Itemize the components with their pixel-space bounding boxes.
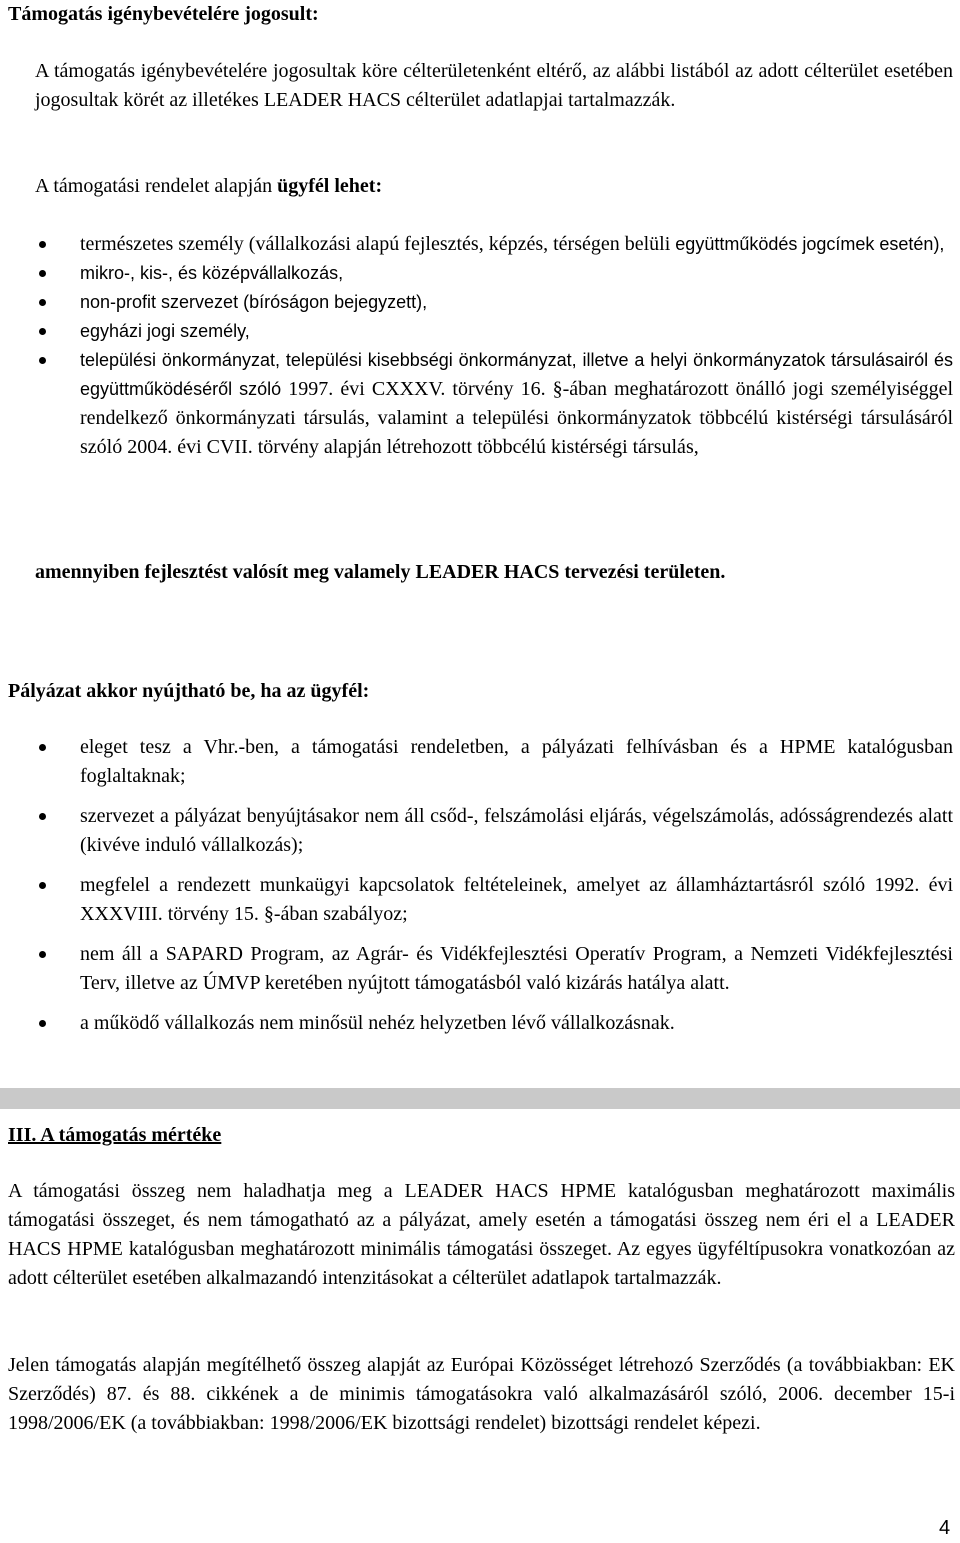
bullet-icon bbox=[39, 813, 46, 820]
list-item-text: települési önkormányzat, települési kisebbségi önkormányzat, illetve a helyi bbox=[80, 350, 694, 370]
list-item bbox=[35, 259, 953, 288]
bullet-icon bbox=[39, 357, 46, 364]
section-title: III. A támogatás mértéke bbox=[8, 1124, 222, 1146]
section-paragraph-2: Jelen támogatás alapján megítélhető összeg alapját az Európai Közösséget létrehozó Szerződés (a továbbiakban: EK Szerződés) 87. és 88. cikkének a de minimis támogatásokra való alkalmazásáról szóló, 2006. december 15-i 1998/2006/EK (a továbbiakban: 1998/2006/EK bizottsági rendelet) bizottsági rendelet képezi. bbox=[8, 1354, 955, 1434]
bullet-icon bbox=[39, 241, 46, 248]
bullet-icon bbox=[39, 299, 46, 306]
list-item-text: szervezet a pályázat benyújtásakor nem áll csőd-, felszámolási eljárás, végelszámolás, adósságrendezés alatt (kivéve induló vállalkozás); bbox=[80, 805, 953, 856]
bullet-icon bbox=[39, 882, 46, 889]
list-item-text: természetes személy (vállalkozási alapú fejlesztés, képzés, térségen belüli bbox=[80, 233, 676, 255]
section-separator-band bbox=[0, 1088, 960, 1109]
bullet-icon bbox=[39, 328, 46, 335]
requirements-list bbox=[35, 733, 953, 1049]
list-item-text: non-profit szervezet (bíróságon bejegyzett), bbox=[80, 292, 428, 312]
client-intro-text: A támogatási rendelet alapján bbox=[35, 175, 278, 197]
list-item bbox=[35, 1009, 953, 1038]
client-types-list bbox=[35, 230, 953, 462]
client-intro bbox=[35, 172, 953, 201]
client-intro-bold: ügyfél lehet: bbox=[277, 175, 383, 197]
condition-statement: amennyiben fejlesztést valósít meg valamely LEADER HACS tervezési területen. bbox=[35, 561, 726, 583]
list-item-text: nem áll a SAPARD Program, az Agrár- és Vidékfejlesztési Operatív Program, a Nemzeti Vidékfejlesztési Terv, illetve az ÚMVP keretében nyújtott támogatásból való kizárás hatálya alatt. bbox=[80, 943, 953, 994]
list-item-text-law: 1997. évi CXXXV. törvény 16. §-ában meghatározott önálló jogi személyiséggel rendelkező önkormányzati társulás, valamint a települési önkormányzatok többcélú kistérségi társulásáról szóló 2004. évi CVII. törvény alapján létrehozott többcélú kistérségi társulás, bbox=[80, 378, 954, 458]
list-item bbox=[35, 802, 953, 860]
list-item bbox=[35, 288, 953, 317]
list-item bbox=[35, 871, 953, 929]
bullet-icon bbox=[39, 744, 46, 751]
list-item-text: eleget tesz a Vhr.-ben, a támogatási rendeletben, a pályázati felhívásban és a HPME katalógusban foglaltaknak; bbox=[80, 736, 953, 787]
bullet-icon bbox=[39, 270, 46, 277]
list-item-text-cont: önkormányzatok társulásairól és együttműködéséről szóló bbox=[80, 350, 953, 399]
list-item bbox=[35, 346, 953, 462]
page-number: 4 bbox=[939, 1517, 951, 1539]
list-item-text: a működő vállalkozás nem minősül nehéz helyzetben lévő vállalkozásnak. bbox=[80, 1012, 675, 1034]
list-item-text: mikro-, kis-, és középvállalkozás, bbox=[80, 263, 344, 283]
list-item-text: egyházi jogi személy, bbox=[80, 321, 250, 341]
list-item bbox=[35, 940, 953, 998]
bullet-icon bbox=[39, 1020, 46, 1027]
bullet-icon bbox=[39, 951, 46, 958]
intro-paragraph: A támogatás igénybevételére jogosultak köre célterületenként eltérő, az alábbi listából az adott célterület esetében jogosultak körét az illetékes LEADER HACS célterület adatlapjai tartalmazzák. bbox=[35, 60, 953, 111]
list-item-text: megfelel a rendezett munkaügyi kapcsolatok feltételeinek, amelyet az államháztartásról szóló 1992. évi XXXVIII. törvény 15. §-ában szabályoz; bbox=[80, 874, 953, 925]
list-item bbox=[35, 733, 953, 791]
list-item-text-cont: együttműködés jogcímek esetén), bbox=[675, 234, 945, 254]
list-item bbox=[35, 230, 953, 259]
section-paragraph-1: A támogatási összeg nem haladhatja meg a LEADER HACS HPME katalógusban meghatározott maximális támogatási összeget, és nem támogatható az a pályázat, amely esetén a támogatási összeg nem éri el a LEADER HACS HPME katalógusban meghatározott minimális támogatási összeget. Az egyes ügyféltípusokra vonatkozóan az adott célterület esetében alkalmazandó intenzitásokat a célterület adatlapok tartalmazzák. bbox=[8, 1180, 955, 1289]
list-item bbox=[35, 317, 953, 346]
eligibility-heading: Támogatás igénybevételére jogosult: bbox=[8, 3, 319, 25]
application-heading: Pályázat akkor nyújtható be, ha az ügyfél: bbox=[8, 680, 370, 702]
